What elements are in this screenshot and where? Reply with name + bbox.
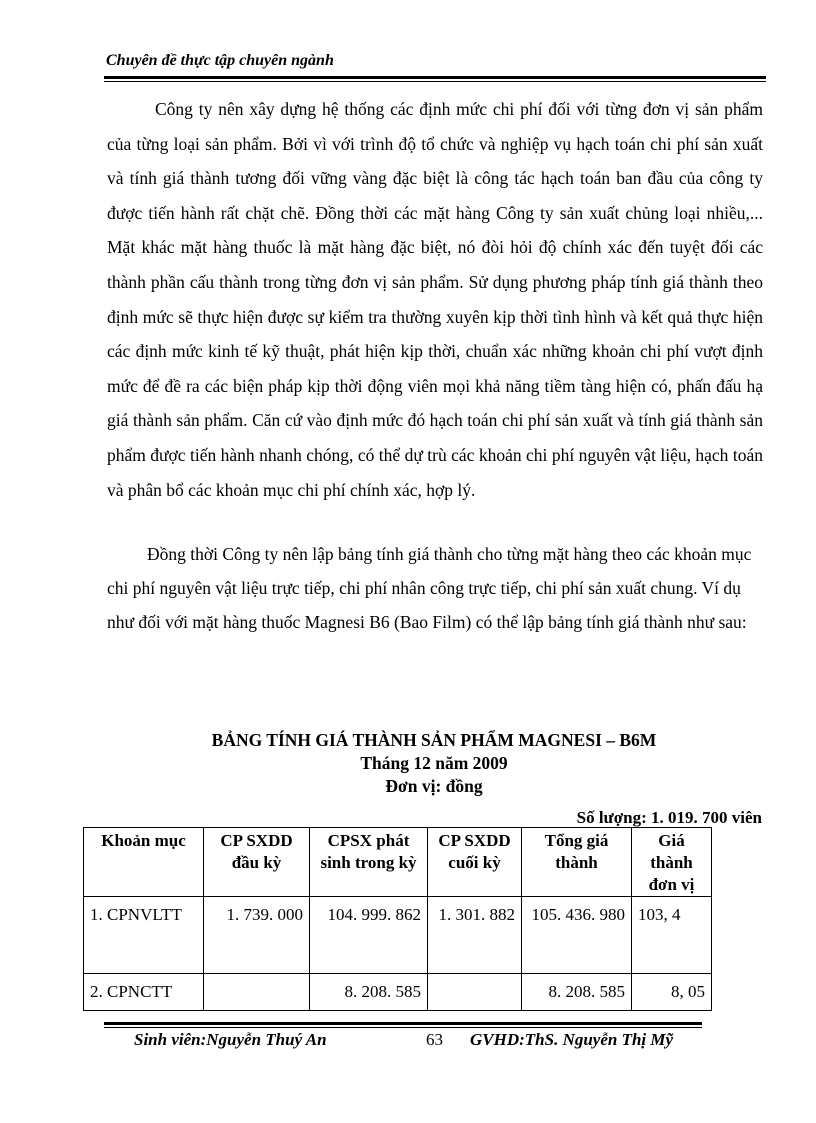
table-cell <box>204 974 310 1011</box>
header-title: Chuyên đề thực tập chuyên ngành <box>106 52 334 69</box>
table-cell: 105. 436. 980 <box>522 897 632 974</box>
footer-advisor: GVHD:ThS. Nguyễn Thị Mỹ <box>470 1030 674 1049</box>
footer-divider-thin <box>104 1027 702 1028</box>
table-unit: Đơn vị: đồng <box>385 776 483 796</box>
header-divider-thin <box>104 81 766 82</box>
paragraph-2: Đồng thời Công ty nên lập bảng tính giá thành cho từng mặt hàng theo các khoản mục chi phí nguyên vật liệu trực tiếp, chi phí nhân công trực tiếp, chi phí sản xuất chung. Ví dụ như đối với mặt hàng thuốc Magnesi B6 (Bao Film) có thể lập bảng tính giá thành như sau: <box>107 544 752 632</box>
table-cell: 2. CPNCTT <box>84 974 204 1011</box>
table-title: BẢNG TÍNH GIÁ THÀNH SẢN PHẨM MAGNESI – B6M <box>211 730 657 750</box>
header-divider <box>104 76 766 79</box>
table-period: Tháng 12 năm 2009 <box>360 753 508 773</box>
table-cell <box>428 974 522 1011</box>
table-cell: 8. 208. 585 <box>522 974 632 1011</box>
table-row <box>84 974 712 1011</box>
header-cell: CP SXDD cuối kỳ <box>428 828 522 897</box>
header-cell: Giá thành đơn vị <box>632 828 712 897</box>
table-header-row <box>84 828 712 897</box>
cost-table <box>83 827 712 1011</box>
footer-divider <box>104 1022 702 1025</box>
table-cell: 104. 999. 862 <box>310 897 428 974</box>
paragraph-1: Công ty nên xây dựng hệ thống các định mức chi phí đối với từng đơn vị sản phẩm của từng loại sản phẩm. Bởi vì với trình độ tổ chức và nghiệp vụ hạch toán chi phí sản xuất và tính giá thành tương đối vững vàng đặc biệt là công tác hạch toán ban đầu của công ty được tiến hành rất chặt chẽ. Đồng thời các mặt hàng Công ty sản xuất chủng loại nhiều,... Mặt khác mặt hàng thuốc là mặt hàng đặc biệt, nó đòi hỏi độ chính xác đến tuyệt đối các thành phần cấu thành trong từng đơn vị sản phẩm. Sử dụng phương pháp tính giá thành theo định mức sẽ thực hiện được sự kiểm tra thường xuyên kịp thời tình hình và kết quả thực hiện các định mức kinh tế kỹ thuật, phát hiện kịp thời, chuẩn xác những khoản chi phí vượt định mức để đề ra các biện pháp kịp thời động viên mọi khả năng tiềm tàng hiện có, phấn đấu hạ giá thành sản phẩm. Căn cứ vào định mức đó hạch toán chi phí sản xuất và tính giá thành sản phẩm được tiến hành nhanh chóng, có thể dự trù các khoản chi phí nguyên vật liệu, hạch toán và phân bổ các khoản mục chi phí chính xác, hợp lý. <box>107 99 763 500</box>
table-cell: 8, 05 <box>632 974 712 1011</box>
table-cell: 1. 301. 882 <box>428 897 522 974</box>
footer-student: Sinh viên:Nguyễn Thuý An <box>134 1030 327 1049</box>
page-number: 63 <box>426 1030 443 1049</box>
table-cell: 1. 739. 000 <box>204 897 310 974</box>
table-cell: 8. 208. 585 <box>310 974 428 1011</box>
header-cell: Tổng giá thành <box>522 828 632 897</box>
table-row <box>84 897 712 974</box>
table-cell: 1. CPNVLTT <box>84 897 204 974</box>
header-cell: CP SXDD đầu kỳ <box>204 828 310 897</box>
header-cell: Khoản mục <box>84 828 204 897</box>
header-cell: CPSX phát sinh trong kỳ <box>310 828 428 897</box>
table-quantity: Số lượng: 1. 019. 700 viên <box>576 808 762 827</box>
table-cell: 103, 4 <box>632 897 712 974</box>
